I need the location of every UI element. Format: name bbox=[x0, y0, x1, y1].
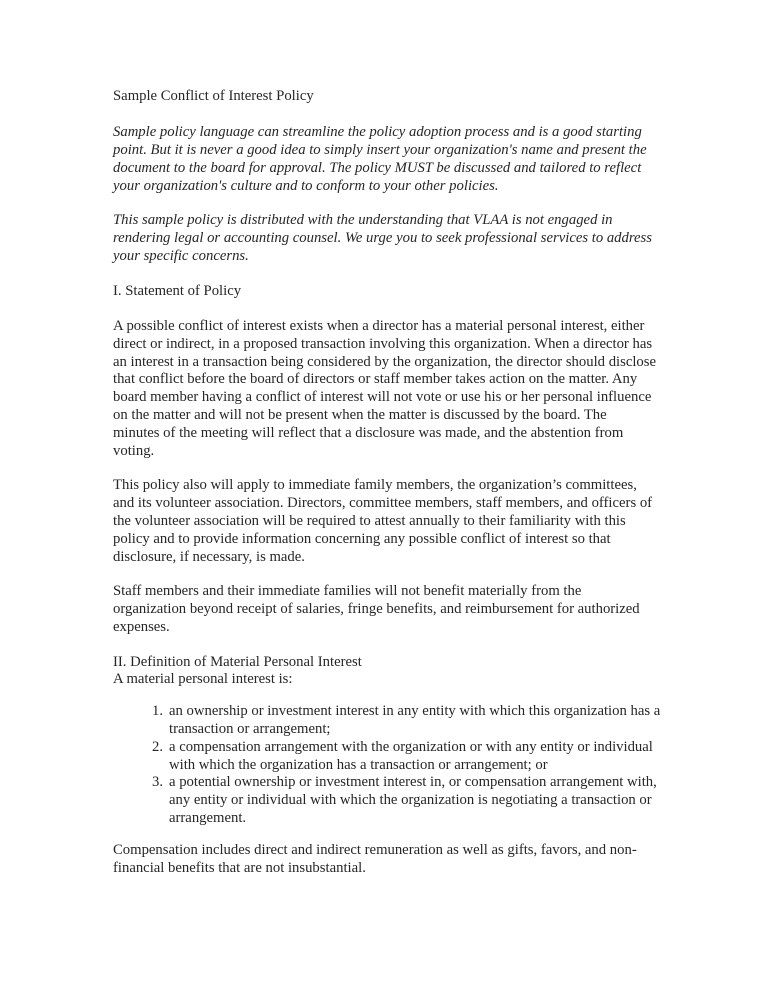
spacer bbox=[113, 460, 656, 477]
section-1-paragraph-3: Staff members and their immediate families will not benefit materially from the organization beyond receipt of salaries, fringe benefits, and reimbursement for authorized expenses. bbox=[113, 583, 640, 635]
section-heading-2: II. Definition of Material Personal Interest bbox=[113, 653, 362, 670]
page-title: Sample Conflict of Interest Policy bbox=[113, 88, 314, 104]
section-heading-1: I. Statement of Policy bbox=[113, 283, 242, 300]
list-item bbox=[152, 774, 673, 827]
material-interest-list bbox=[113, 703, 661, 828]
document-body bbox=[113, 88, 661, 877]
section-2-closing-paragraph: Compensation includes direct and indirect remuneration as well as gifts, favors, and non-financial benefits that are not insubstantial. bbox=[113, 841, 637, 876]
spacer bbox=[113, 106, 656, 124]
list-item-marker: 3. bbox=[152, 774, 164, 791]
section-1-paragraph-1: A possible conflict of interest exists when a director has a material personal interest, either direct or indirect, in a proposed transaction involving this organization. When a director has an interest in a transaction being considered by the organization, the director should disclose that conflict before the board of directors or staff member takes action on the matter. Any board member having a conflict of interest will not vote or use his or her personal influence on the matter and will not be present when the matter is discussed by the board. The minutes of the meeting will reflect that a disclosure was made, and the abstention from voting. bbox=[113, 317, 657, 459]
section-2-lead-in: A material personal interest is: bbox=[113, 671, 293, 688]
spacer bbox=[113, 689, 656, 703]
list-item bbox=[152, 703, 673, 739]
list-item-label: a compensation arrangement with the organization or with any entity or individual with which the organization has a transaction or arrangement; or bbox=[169, 738, 653, 773]
section-1-paragraph-2: This policy also will apply to immediate family members, the organization’s committees, and its volunteer association. Directors, committee members, staff members, and officers of the volunteer association will be required to attest annually to their familiarity with this policy and to provide information concerning any possible conflict of interest so that disclosure, if necessary, is made. bbox=[113, 477, 653, 565]
list-item-label: a potential ownership or investment interest in, or compensation arrangement with, any entity or individual with which the organization is negotiating a transaction or arrangement. bbox=[169, 774, 657, 827]
list-item-label: an ownership or investment interest in any entity with which this organization has a transaction or arrangement; bbox=[169, 703, 661, 738]
intro-note-1: Sample policy language can streamline the policy adoption process and is a good starting point. But it is never a good idea to simply insert your organization's name and present the document to the board for approval. The policy MUST be discussed and tailored to reflect your organization's culture and to conform to your other policies. bbox=[113, 123, 647, 194]
spacer bbox=[113, 301, 656, 318]
intro-note-2: This sample policy is distributed with the understanding that VLAA is not engaged in rendering legal or accounting counsel. We urge you to seek professional services to address your specific concerns. bbox=[113, 212, 652, 265]
spacer bbox=[113, 195, 656, 212]
list-item-marker: 2. bbox=[152, 738, 164, 755]
list-item-marker: 1. bbox=[152, 703, 164, 720]
spacer bbox=[113, 266, 656, 283]
spacer bbox=[113, 828, 656, 842]
spacer bbox=[113, 566, 656, 583]
spacer bbox=[113, 637, 656, 654]
list-item bbox=[152, 739, 673, 775]
